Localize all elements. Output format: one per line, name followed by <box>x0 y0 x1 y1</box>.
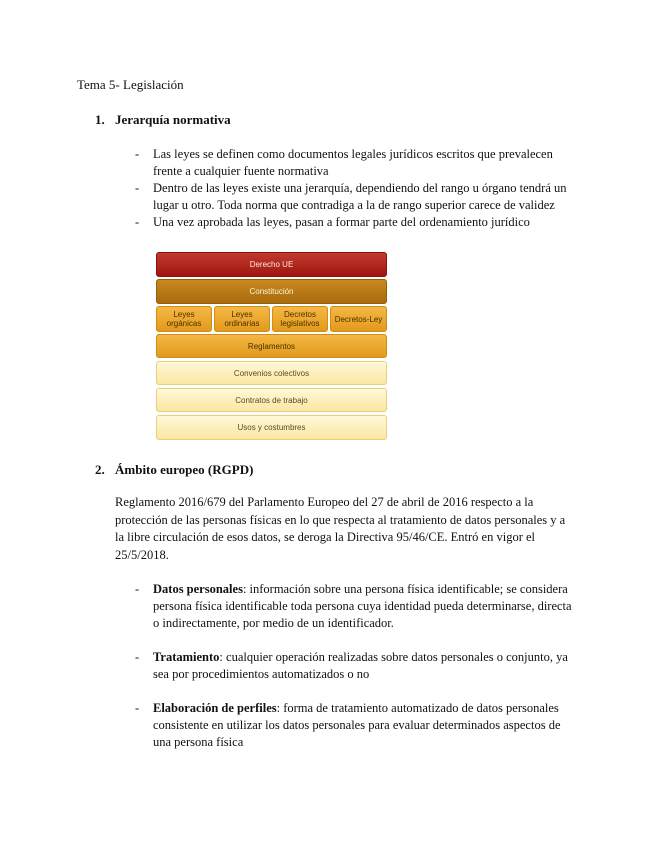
list-item: - Dentro de las leyes existe una jerarquía, dependiendo del rango u órgano tendrá un lugar u otro. Toda norma que contradiga a la de rango superior carece de validez <box>135 181 567 212</box>
definition-text: : cualquier operación realizadas sobre datos personales o conjunto, ya sea por procedimientos automatizados o no <box>153 650 568 681</box>
section-1-number: 1. <box>95 112 105 127</box>
section-1-heading <box>95 112 231 128</box>
block-usos: Usos y costumbres <box>156 415 387 440</box>
definition-text: : información sobre una persona física identificable; se considera persona física identificable toda persona cuya identidad pueda determinarse, directa o indirectamente, por medio de un identificador. <box>153 582 572 630</box>
definition-item: - Elaboración de perfiles: forma de tratamiento automatizado de datos personales consistente en utilizar los datos personales para evaluar determinados aspectos de una persona física <box>135 701 561 749</box>
section-2-heading <box>95 462 253 478</box>
definition-item: - Datos personales: información sobre una persona física identificable; se considera persona física identificable toda persona cuya identidad pueda determinarse, directa o indirectamente, por medio de un identificador. <box>135 582 572 630</box>
section-2-number: 2. <box>95 462 105 477</box>
section-1-title: Jerarquía normativa <box>115 112 231 127</box>
document-title: Tema 5- Legislación <box>77 77 184 92</box>
list-item-text: Las leyes se definen como documentos legales jurídicos escritos que prevalecen frente a cualquier fuente normativa <box>153 147 553 178</box>
block-decretos-ley: Decretos-Ley <box>330 306 387 332</box>
section-2-title: Ámbito europeo (RGPD) <box>115 462 254 477</box>
definition-item: - Tratamiento: cualquier operación realizadas sobre datos personales o conjunto, ya sea por procedimientos automatizados o no <box>135 650 568 681</box>
block-convenios: Convenios colectivos <box>156 361 387 385</box>
block-constitucion: Constitución <box>156 279 387 304</box>
definition-term: Elaboración de perfiles <box>153 701 277 715</box>
list-item-text: Dentro de las leyes existe una jerarquía, dependiendo del rango u órgano tendrá un lugar u otro. Toda norma que contradiga a la de rango superior carece de validez <box>153 181 567 212</box>
definition-term: Datos personales <box>153 582 243 596</box>
block-contratos: Contratos de trabajo <box>156 388 387 412</box>
block-leyes-ordinarias: Leyes ordinarias <box>214 306 270 332</box>
block-derecho-ue: Derecho UE <box>156 252 387 277</box>
block-reglamentos: Reglamentos <box>156 334 387 358</box>
definition-term: Tratamiento <box>153 650 220 664</box>
section-1-bullet-list <box>135 146 575 231</box>
definition-text: : forma de tratamiento automatizado de datos personales consistente en utilizar los datos personales para evaluar determinados aspectos de una persona física <box>153 701 561 749</box>
list-item-text: Una vez aprobada las leyes, pasan a formar parte del ordenamiento jurídico <box>153 215 530 229</box>
definition-list <box>135 581 575 751</box>
list-item: - Una vez aprobada las leyes, pasan a formar parte del ordenamiento jurídico <box>135 215 530 229</box>
block-decretos-legislativos: Decretos legislativos <box>272 306 328 332</box>
section-2-paragraph: Reglamento 2016/679 del Parlamento Europeo del 27 de abril de 2016 respecto a la protección de las personas físicas en lo que respecta al tratamiento de datos personales y a la libre circulación de esos datos, se deroga la Directiva 95/46/CE. Entró en vigor el 25/5/2018. <box>115 495 566 562</box>
hierarchy-diagram <box>156 252 387 440</box>
block-leyes-organicas: Leyes orgánicas <box>156 306 212 332</box>
list-item: - Las leyes se definen como documentos legales jurídicos escritos que prevalecen frente a cualquier fuente normativa <box>135 147 553 178</box>
